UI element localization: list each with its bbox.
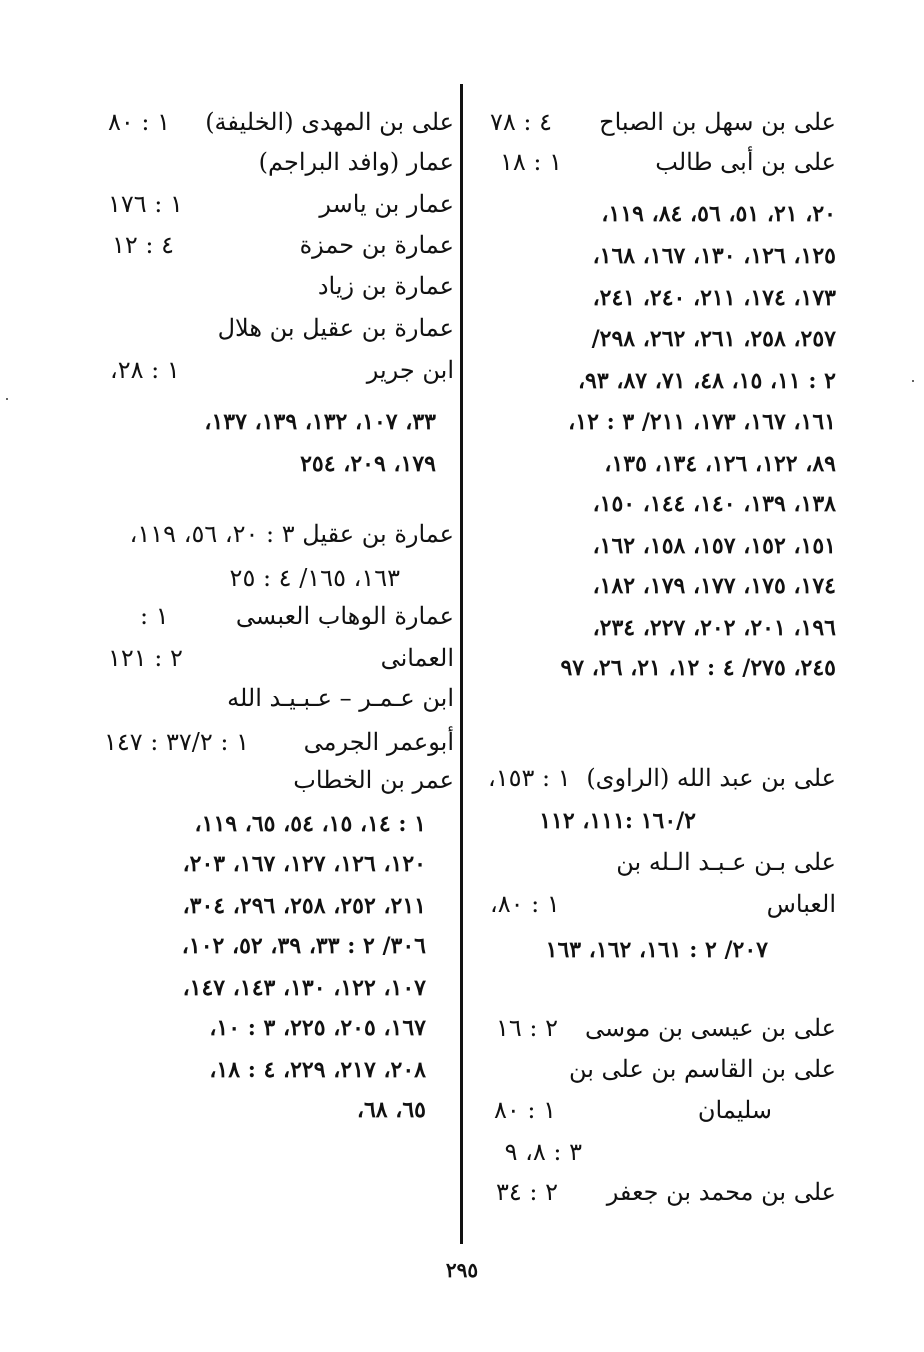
index-entry	[108, 106, 454, 140]
index-entry	[494, 1094, 772, 1128]
index-entry	[500, 146, 836, 180]
page-refs-line: ١ : ١٤، ١٥، ٥٤، ٦٥، ١١٩،	[194, 811, 426, 837]
index-entry	[140, 600, 454, 634]
page-refs-line: ١٠٧، ١٢٢، ١٣٠، ١٤٣، ١٤٧،	[182, 975, 426, 1001]
index-entry	[108, 188, 454, 222]
page-refs-line: ١٥١، ١٥٢، ١٥٧، ١٥٨، ١٦٢،	[592, 533, 836, 559]
index-entry	[488, 762, 836, 796]
entry-name-line: عمر بن الخطاب	[293, 766, 454, 794]
entry-ref: ١ : ٨٠	[494, 1096, 557, 1124]
entry-name-line: ابن عـمـر – عـبـيـد الله	[227, 684, 454, 712]
entry-name-line: عمار (وافد البراجم)	[258, 148, 454, 176]
index-entry	[490, 106, 836, 140]
index-entry	[110, 354, 454, 388]
page-number: ٢٩٥	[445, 1258, 479, 1282]
page-refs-line: ١٧٩، ٢٠٩، ٢٥٤	[300, 451, 436, 477]
column-divider	[460, 84, 463, 1244]
entry-ref: ٤ : ١٢	[112, 231, 175, 259]
entry-ref: ١ : ٢٨،	[110, 356, 180, 384]
entry-name: عمار بن ياسر	[319, 190, 454, 218]
index-entry	[112, 229, 454, 263]
page-refs-line: ١٦١، ١٦٧، ١٧٣، ٢١١/ ٣ : ١٢،	[568, 409, 836, 435]
scan-speck	[6, 398, 8, 400]
page-refs-line: ١٧٣، ١٧٤، ٢١١، ٢٤٠، ٢٤١،	[592, 285, 836, 311]
page-refs-line: ٨٩، ١٢٢، ١٢٦، ١٣٤، ١٣٥،	[604, 451, 836, 477]
entry-ref: ١ : ٨٠	[108, 108, 171, 136]
page-refs-line: ٦٥، ٦٨،	[356, 1097, 426, 1123]
entry-ref: ٢ : ٣٤	[496, 1178, 559, 1206]
entry-name: العباس	[766, 890, 836, 918]
entry-name: على بن المهدى (الخليفة)	[205, 108, 454, 136]
page-refs-line: ٣٠٦/ ٢ : ٣٣، ٣٩، ٥٢، ١٠٢،	[181, 933, 426, 959]
index-entry	[496, 1176, 836, 1210]
entry-name-line: عمارة بن عقيل بن هلال	[217, 314, 454, 342]
entry-ref: ١ : ١٨	[500, 148, 563, 176]
index-entry	[496, 1012, 836, 1046]
entry-name: على بن أبى طالب	[655, 148, 836, 176]
entry-name: أبوعمر الجرمى	[303, 728, 454, 756]
page-refs-line: ٢٠، ٢١، ٥١، ٥٦، ٨٤، ١١٩،	[601, 201, 836, 227]
page-refs-line: ٢٤٥، ٢٧٥/ ٤ : ١٢، ٢١، ٢٦، ٩٧	[560, 655, 836, 681]
index-entry	[104, 726, 454, 760]
scan-speck	[912, 380, 914, 382]
page-refs-line: ٢٥٧، ٢٥٨، ٢٦١، ٢٦٢، ٢٩٨/	[591, 326, 836, 352]
page-refs-line: ١٦٧، ٢٠٥، ٢٢٥، ٣ : ١٠،	[209, 1015, 426, 1041]
entry-name: على بن سهل بن الصباح	[599, 108, 836, 136]
page-refs-line: ٢٠٨، ٢١٧، ٢٢٩، ٤ : ١٨،	[209, 1057, 426, 1083]
page-refs-line: ١٧٤، ١٧٥، ١٧٧، ١٧٩، ١٨٢،	[592, 573, 836, 599]
index-entry	[108, 642, 454, 676]
entry-name: على بن عبد الله (الراوى)	[586, 764, 836, 792]
page-refs-line: ١٢٥، ١٢٦، ١٣٠، ١٦٧، ١٦٨،	[592, 243, 836, 269]
entry-ref: ١ : ٣٧/٢ : ١٤٧	[104, 728, 250, 756]
page-refs-line: ١٢٠، ١٢٦، ١٢٧، ١٦٧، ٢٠٣،	[182, 851, 426, 877]
page-refs-line: ١٣٨، ١٣٩، ١٤٠، ١٤٤، ١٥٠،	[592, 491, 836, 517]
entry-ref: ٢ : ١٢١	[108, 644, 183, 672]
entry-name: عمارة بن حمزة	[299, 231, 454, 259]
entry-ref: ١ : ١٧٦	[108, 190, 183, 218]
page-refs-line: ١٦٠/٢ :١١١، ١١٢	[539, 808, 696, 834]
entry-name: على بن عيسى بن موسى	[584, 1014, 836, 1042]
entry-name: عمارة الوهاب العبسى	[235, 602, 454, 630]
entry-name-line: على بن القاسم بن على بن	[568, 1055, 836, 1083]
entry-name-line: عمارة بن زياد	[317, 272, 454, 300]
entry-name-line: على بـن عـبـد الـله بن	[616, 848, 836, 876]
page-refs-line: ٢١١، ٢٥٢، ٢٥٨، ٢٩٦، ٣٠٤،	[182, 893, 426, 919]
entry-name-line: عمارة بن عقيل ٣ : ٢٠، ٥٦، ١١٩،	[129, 520, 454, 548]
index-entry	[490, 888, 836, 922]
page-refs-line: ٢ : ١١، ١٥، ٤٨، ٧١، ٨٧، ٩٣،	[577, 368, 836, 394]
page-refs-line: ٣ : ٨، ٩	[504, 1138, 582, 1166]
entry-ref: ٤ : ٧٨	[490, 108, 553, 136]
entry-name: العمانى	[380, 644, 454, 672]
entry-ref: ٢ : ١٦	[496, 1014, 559, 1042]
page-refs-line: ٢٠٧/ ٢ : ١٦١، ١٦٢، ١٦٣	[545, 937, 768, 963]
entry-ref: ١ : ٨٠،	[490, 890, 560, 918]
entry-name: سليمان	[697, 1096, 772, 1124]
page-refs-line: ١٩٦، ٢٠١، ٢٠٢، ٢٢٧، ٢٣٤،	[592, 615, 836, 641]
page-refs-line: ٣٣، ١٠٧، ١٣٢، ١٣٩، ١٣٧،	[204, 409, 436, 435]
entry-ref: ١ : ١٥٣،	[488, 764, 571, 792]
page-refs-line: ١٦٣، ١٦٥/ ٤ : ٢٥	[229, 564, 400, 592]
entry-name: على بن محمد بن جعفر	[606, 1178, 836, 1206]
entry-ref: ١ :	[140, 602, 169, 630]
entry-name: ابن جرير	[366, 356, 454, 384]
